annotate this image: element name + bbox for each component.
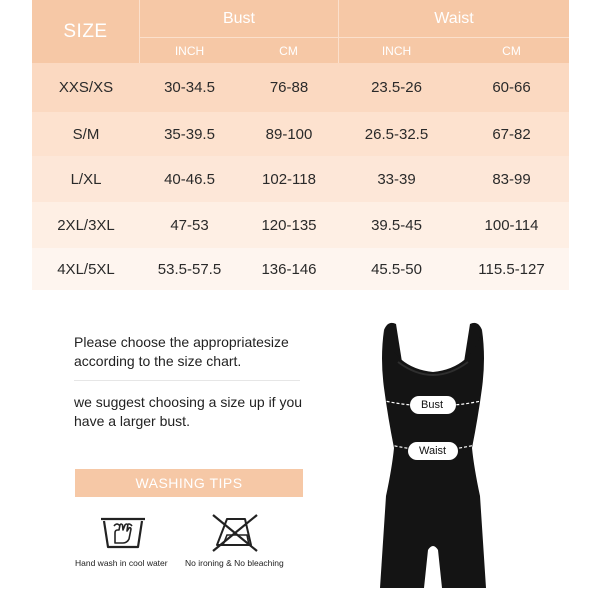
- washing-tips-banner: WASHING TIPS: [75, 469, 303, 497]
- bodysuit-image: [358, 318, 508, 600]
- size-chart-table: [32, 0, 569, 290]
- waist-inch-header: INCH: [339, 38, 454, 63]
- no-iron-no-bleach-icon: [211, 513, 259, 553]
- no-iron-no-bleach-label: No ironing & No bleaching: [185, 558, 284, 568]
- table-cell: 53.5-57.5: [140, 248, 239, 290]
- hand-wash-icon: [98, 513, 148, 553]
- divider: [74, 380, 300, 381]
- waist-cm-header: CM: [454, 38, 569, 63]
- hand-wash-label: Hand wash in cool water: [75, 558, 168, 568]
- table-cell: 47-53: [140, 202, 239, 248]
- waist-header: Waist: [339, 0, 569, 38]
- table-cell: 89-100: [239, 112, 339, 156]
- larger-bust-advice-text: we suggest choosing a size up if you have a larger bust.: [74, 394, 303, 429]
- table-cell: 39.5-45: [339, 202, 454, 248]
- size-advice-text: Please choose the appropriatesize according to the size chart.: [74, 334, 289, 369]
- table-cell-size: L/XL: [32, 156, 140, 202]
- table-cell: 45.5-50: [339, 248, 454, 290]
- table-cell: 30-34.5: [140, 63, 239, 112]
- table-cell: 33-39: [339, 156, 454, 202]
- table-cell: 26.5-32.5: [339, 112, 454, 156]
- table-cell-size: XXS/XS: [32, 63, 140, 112]
- table-cell: 115.5-127: [454, 248, 569, 290]
- table-cell: 67-82: [454, 112, 569, 156]
- bust-inch-header: INCH: [140, 38, 239, 63]
- size-header: SIZE: [32, 0, 140, 63]
- table-cell: 136-146: [239, 248, 339, 290]
- table-cell-size: 4XL/5XL: [32, 248, 140, 290]
- table-cell: 100-114: [454, 202, 569, 248]
- table-cell-size: S/M: [32, 112, 140, 156]
- table-cell: 23.5-26: [339, 63, 454, 112]
- bust-measure-label: Bust: [421, 399, 444, 411]
- table-cell: 83-99: [454, 156, 569, 202]
- bust-header: Bust: [140, 0, 339, 38]
- table-cell: 76-88: [239, 63, 339, 112]
- table-cell: 40-46.5: [140, 156, 239, 202]
- table-cell: 60-66: [454, 63, 569, 112]
- bust-cm-header: CM: [239, 38, 339, 63]
- table-cell: 35-39.5: [140, 112, 239, 156]
- table-cell: 102-118: [239, 156, 339, 202]
- table-cell: 120-135: [239, 202, 339, 248]
- waist-measure-label: Waist: [419, 445, 447, 457]
- table-cell-size: 2XL/3XL: [32, 202, 140, 248]
